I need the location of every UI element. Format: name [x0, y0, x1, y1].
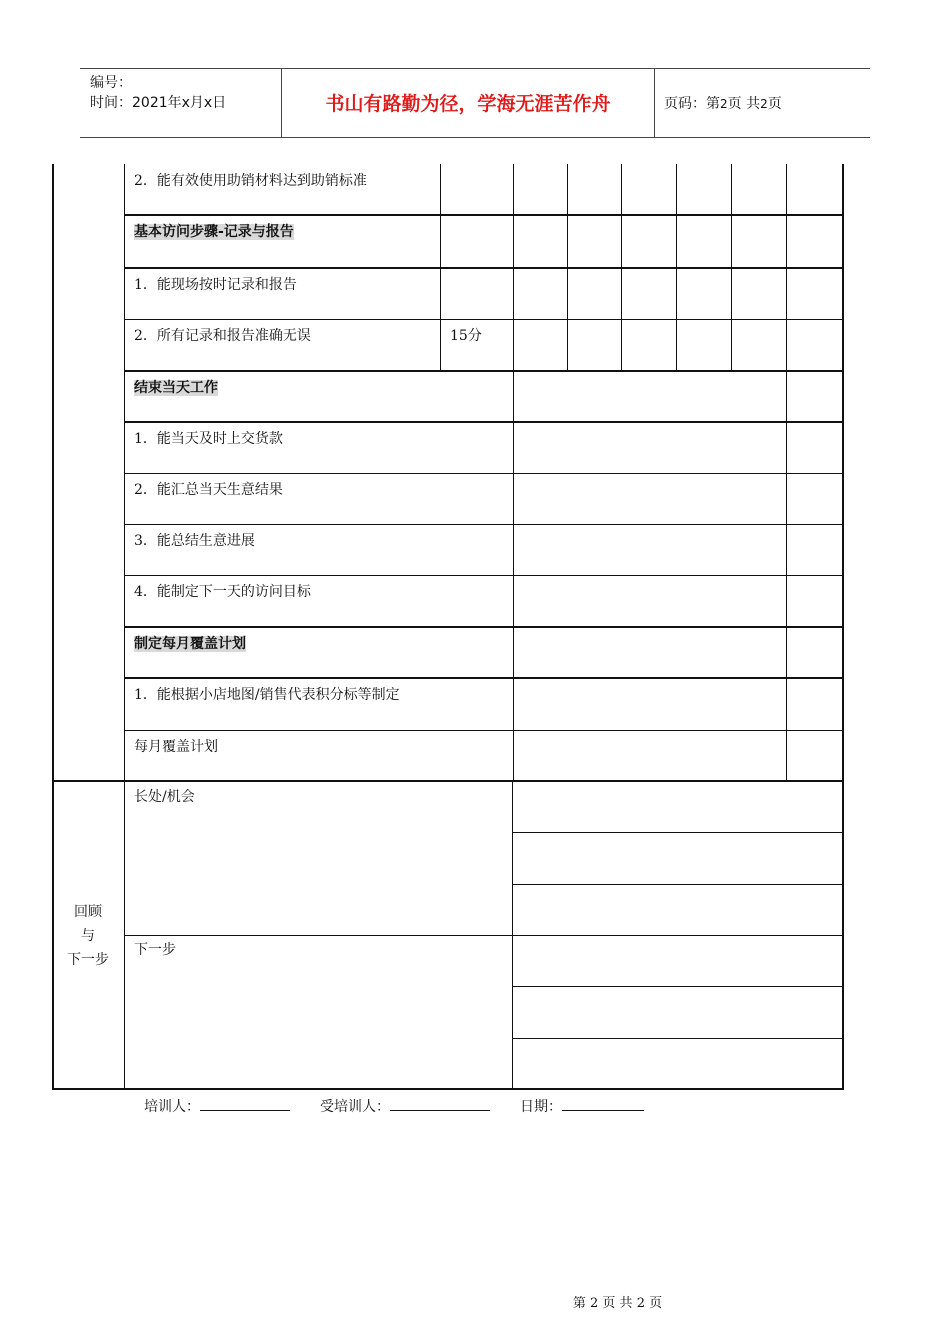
- criteria-item: [134, 481, 283, 499]
- table-row-rule: [124, 473, 843, 474]
- table-row-rule: [124, 319, 843, 320]
- strengths-label: 长处/机会: [134, 789, 195, 805]
- motto: 书山有路勤为径，学海无涯苦作舟: [325, 93, 611, 115]
- row-text: 1．能当天及时上交货款: [134, 431, 283, 447]
- footer-total: 2: [636, 1296, 645, 1311]
- page-mid: 页 共: [727, 96, 761, 112]
- table-column-rule: [513, 164, 514, 371]
- criteria-item: [134, 327, 311, 345]
- table-row-rule: [124, 524, 843, 525]
- page-prefix: 页码：第: [664, 96, 720, 112]
- table-row-rule: [124, 370, 843, 372]
- review-label-line: 下一步: [67, 952, 109, 968]
- table-row-rule: [512, 1038, 843, 1039]
- row-text: 1．能根据小店地图/销售代表积分标等制定: [134, 687, 400, 703]
- signature-line: [144, 1096, 644, 1116]
- date-label: 日期：: [520, 1099, 562, 1115]
- trainee-field[interactable]: [390, 1096, 490, 1111]
- table-row-rule: [124, 214, 843, 216]
- row-text: 2．能有效使用助销材料达到助销标准: [134, 173, 367, 189]
- row-text: 3．能总结生意进展: [134, 533, 255, 549]
- footer-page-no: 2: [590, 1296, 599, 1311]
- table-column-rule: [786, 164, 787, 371]
- row-text: 2．所有记录和报告准确无误: [134, 328, 311, 344]
- page-total: 2: [760, 97, 768, 111]
- section-heading: [134, 635, 246, 653]
- table-column-rule: [567, 164, 568, 371]
- row-text: 2．能汇总当天生意结果: [134, 482, 283, 498]
- header-meta: [90, 73, 226, 113]
- criteria-item: [134, 738, 218, 756]
- table-column-rule: [621, 164, 622, 371]
- table-row-rule: [124, 421, 843, 423]
- page-no: 2: [720, 97, 728, 111]
- table-row-rule: [124, 267, 843, 269]
- row-text: 基本访问步骤-记录与报告: [134, 224, 294, 240]
- page-footer: [0, 1292, 950, 1311]
- table-row-rule: [124, 730, 843, 731]
- table-column-rule: [440, 164, 441, 371]
- number-label: 编号：: [90, 75, 132, 91]
- table-row-rule: [124, 935, 512, 936]
- criteria-item: [134, 532, 255, 550]
- page-suffix: 页: [767, 96, 782, 112]
- section-heading: [134, 379, 218, 397]
- score-cell: 15分: [450, 328, 482, 344]
- review-label-line: 回顾: [74, 904, 102, 920]
- table-row-rule: [512, 832, 843, 833]
- table-row-rule: [124, 626, 843, 628]
- header-page-number: [664, 69, 782, 137]
- row-text: 4．能制定下一天的访问目标: [134, 584, 311, 600]
- row-text: 每月覆盖计划: [134, 739, 218, 755]
- review-label: [52, 900, 124, 972]
- table-column-rule: [786, 371, 787, 781]
- trainer-field[interactable]: [200, 1096, 290, 1111]
- footer-prefix: 第: [572, 1296, 586, 1311]
- time-label: 时间：2021年x月x日: [90, 95, 227, 111]
- table-row-rule: [512, 935, 843, 936]
- table-row-rule: [124, 677, 843, 679]
- table-row-rule: [124, 575, 843, 576]
- table-border-bottom: [52, 1088, 844, 1090]
- footer-suffix: 页: [649, 1296, 663, 1311]
- table-section-rule: [52, 780, 844, 782]
- table-column-rule: [731, 164, 732, 371]
- criteria-item: [134, 276, 297, 294]
- table-row-rule: [512, 884, 843, 885]
- row-text: 结束当天工作: [134, 380, 218, 396]
- trainee-label: 受培训人：: [320, 1099, 390, 1115]
- footer-mid: 页 共: [602, 1296, 633, 1311]
- review-label-line: 与: [81, 928, 95, 944]
- table-column-rule: [513, 371, 514, 781]
- criteria-item: [134, 430, 283, 448]
- page-header: [80, 68, 870, 138]
- criteria-item: [134, 172, 367, 190]
- criteria-item: [134, 583, 311, 601]
- section-heading: [134, 223, 294, 241]
- row-text: 制定每月覆盖计划: [134, 636, 246, 652]
- header-divider: [654, 69, 655, 137]
- criteria-item: [134, 686, 400, 704]
- trainer-label: 培训人：: [144, 1099, 200, 1115]
- date-field[interactable]: [562, 1096, 644, 1111]
- next-step-label: 下一步: [134, 942, 176, 958]
- row-text: 1．能现场按时记录和报告: [134, 277, 297, 293]
- table-row-rule: [512, 986, 843, 987]
- table-column-rule: [676, 164, 677, 371]
